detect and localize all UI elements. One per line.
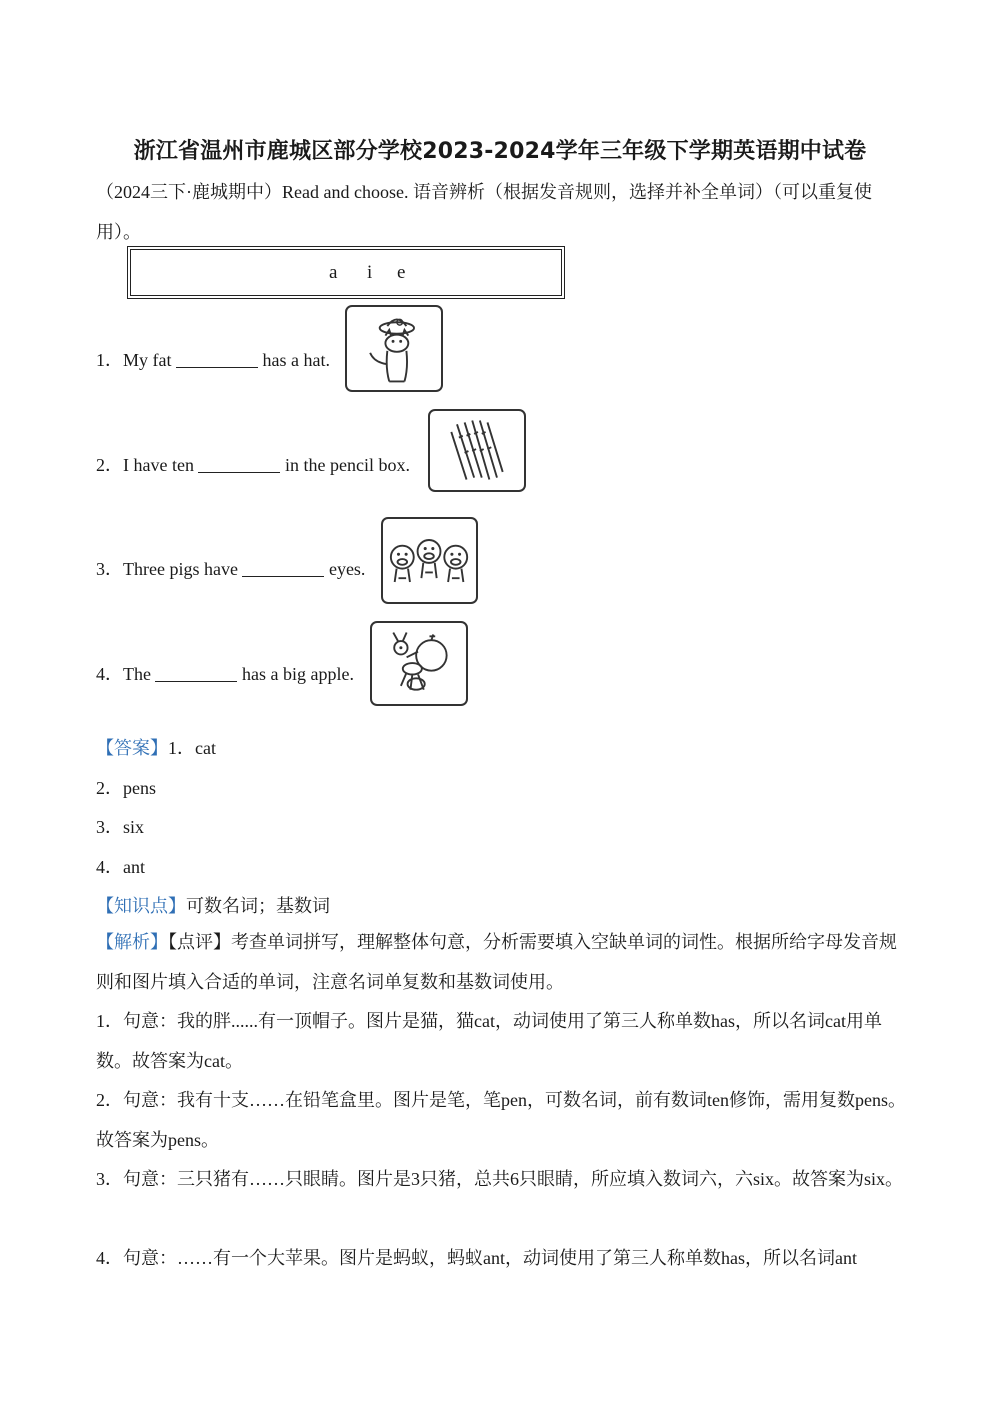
analysis-paragraph: 1．句意：我的胖......有一顶帽子。图片是猫，猫cat，动词使用了第三人称单数has，所以名词cat用单数。故答案为cat。 — [96, 1011, 882, 1071]
answer-blank[interactable] — [242, 560, 324, 577]
cat-with-hat-icon — [345, 305, 443, 392]
letter-option: a — [329, 262, 338, 283]
knowledge-point: 【知识点】可数名词；基数词 — [96, 896, 330, 916]
answer-tag: 【答案】 — [96, 738, 168, 758]
answer-line-2: 2．pens — [96, 778, 156, 798]
letter-option: i — [367, 262, 373, 283]
instructions: （2024三下·鹿城期中）Read and choose. 语音辨析（根据发音规则，选择并补全单词）（可以重复使用）。 — [96, 182, 872, 242]
question-4: 4．The has a big apple. — [96, 664, 354, 684]
answer-line-3: 3．six — [96, 817, 145, 837]
pens-icon — [428, 409, 526, 492]
question-2: 2．I have ten in the pencil box. — [96, 455, 410, 475]
knowledge-tag: 【知识点】 — [96, 896, 186, 916]
analysis-paragraph: 2．句意：我有十支……在铅笔盒里。图片是笔，笔pen，可数名词，前有数词ten修饰，需用复数pens。故答案为pens。 — [96, 1090, 906, 1150]
answer-blank[interactable] — [198, 456, 280, 473]
analysis-lead: 【解析】【点评】考查单词拼写，理解整体句意，分析需要填入空缺单词的词性。根据所给字母发音规则和图片填入合适的单词，注意名词单复数和基数词使用。 — [96, 932, 897, 992]
page-title: 浙江省温州市鹿城区部分学校2023-2024学年三年级下学期英语期中试卷 — [133, 139, 867, 164]
answer-blank[interactable] — [155, 665, 237, 682]
question-1: 1．My fat has a hat. — [96, 350, 330, 370]
letter-choice-box — [127, 246, 565, 299]
analysis-paragraph: 3．句意：三只猪有……只眼睛。图片是3只猪，总共6只眼睛，所应填入数词六，六six。故答案为six。 — [96, 1169, 904, 1189]
answer-line-1: 【答案】1．cat — [96, 738, 216, 758]
analysis-tag: 【解析】 — [96, 932, 168, 952]
question-3: 3．Three pigs have eyes. — [96, 559, 366, 579]
answer-line-4: 4．ant — [96, 857, 145, 877]
letter-option: e — [397, 262, 406, 283]
answer-blank[interactable] — [176, 351, 258, 368]
ant-with-apple-icon — [370, 621, 468, 706]
analysis-paragraph: 4．句意：……有一个大苹果。图片是蚂蚁，蚂蚁ant，动词使用了第三人称单数has，所以名词ant — [96, 1248, 857, 1268]
three-pigs-icon — [381, 517, 478, 604]
